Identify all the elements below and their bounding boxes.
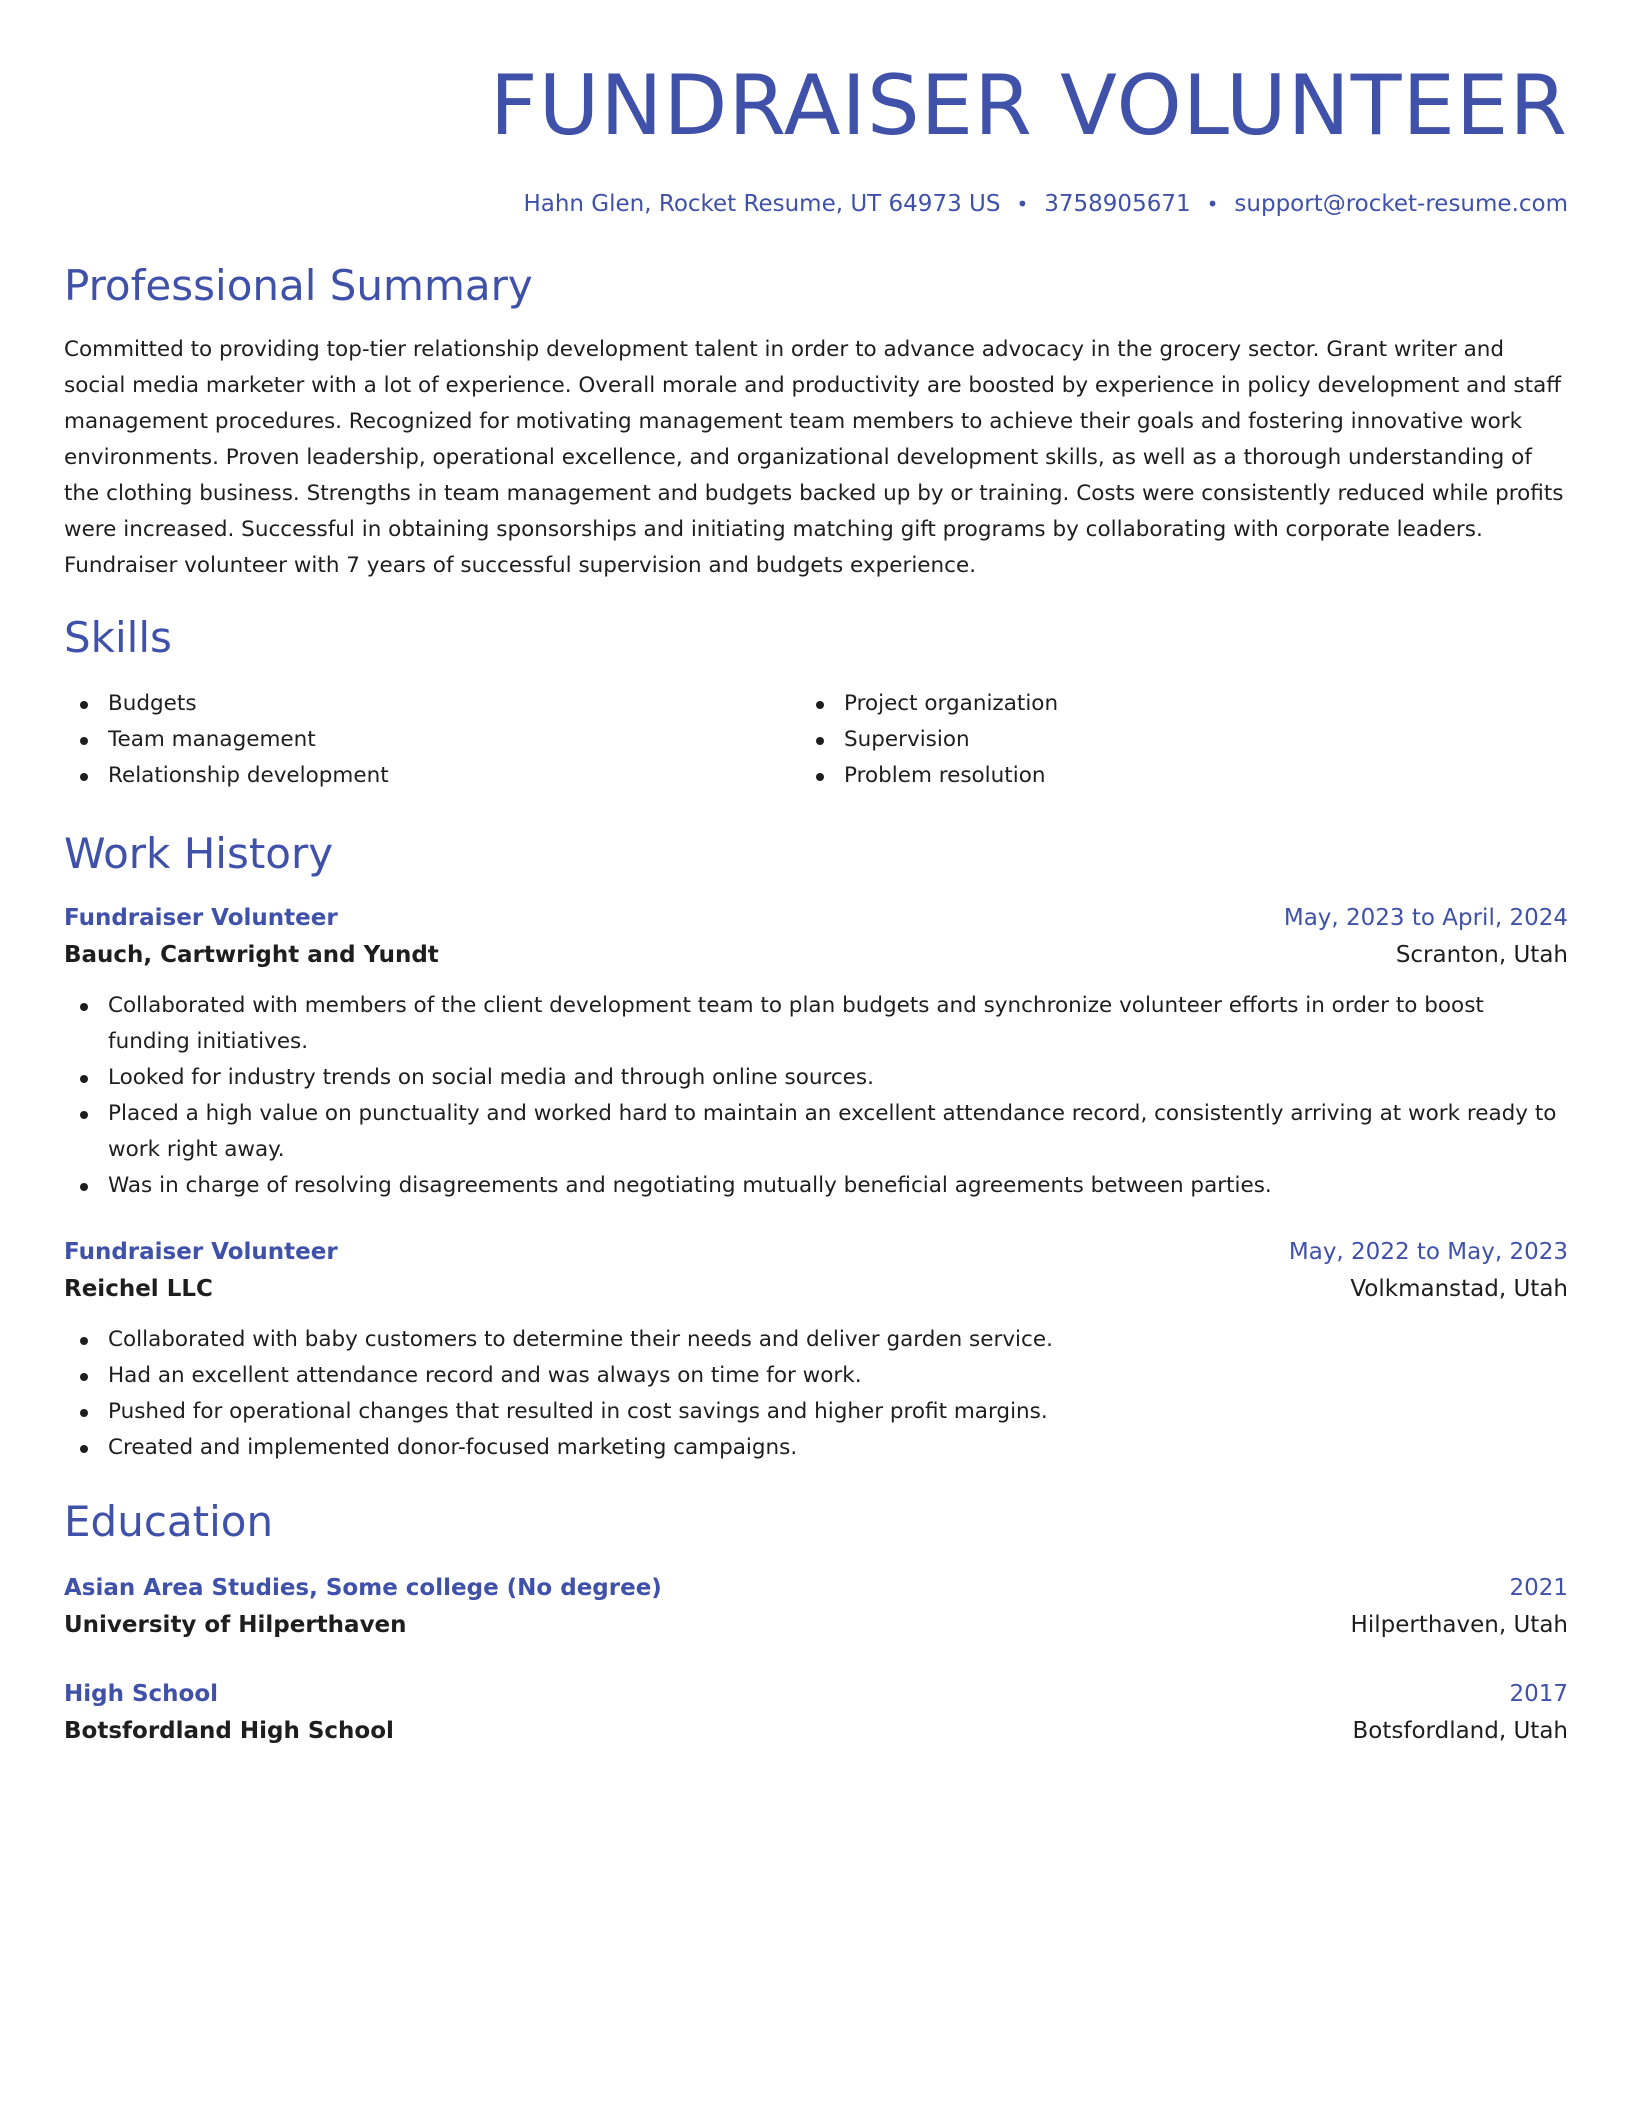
skills-heading: Skills: [64, 613, 172, 662]
skills-column-right: [800, 686, 1536, 794]
skills-list: [64, 686, 1568, 794]
job-bullet: Had an excellent attendance record and was always on time for work.: [64, 1358, 1568, 1394]
job-company: Reichel LLC: [64, 1276, 213, 1302]
summary-text: Committed to providing top-tier relationship development talent in order to advance advocacy in the grocery sector. Grant writer and social media marketer with a lot of experience. Overall morale and productivity are boosted by experience in policy development and staff management procedures. Recognized for motivating management team members to achieve their goals and fostering innovative work environments. Proven leadership, operational excellence, and organizational development skills, as well as a thorough understanding of the clothing business. Strengths in team management and budgets backed up by or training. Costs were consistently reduced while profits were increased. Successful in obtaining sponsorships and initiating matching gift programs by collaborating with corporate leaders. Fundraiser volunteer with 7 years of successful supervision and budgets experience.: [64, 337, 1564, 578]
job-title-row: [64, 900, 1568, 936]
job-bullets: [64, 988, 1568, 1204]
education-degree: High School: [64, 1681, 219, 1707]
education-entry: [64, 1570, 1568, 1644]
job-entry: [64, 1234, 1568, 1466]
education-year: 2021: [1509, 1575, 1568, 1601]
contact-separator: •: [1016, 192, 1029, 216]
job-bullet: Collaborated with members of the client development team to plan budgets and synchronize volunteer efforts in order to boost funding initiatives.: [64, 988, 1568, 1060]
contact-separator: •: [1206, 192, 1219, 216]
education-location: Hilperthaven, Utah: [1350, 1612, 1568, 1638]
summary-heading: Professional Summary: [64, 261, 533, 310]
skill-item: Budgets: [64, 686, 800, 722]
skills-column-left: [64, 686, 800, 794]
candidate-name: FUNDRAISER VOLUNTEER: [489, 57, 1568, 154]
job-bullet: Placed a high value on punctuality and worked hard to maintain an excellent attendance record, consistently arriving at work ready to work right away.: [64, 1096, 1568, 1168]
job-bullet: Created and implemented donor-focused marketing campaigns.: [64, 1430, 1568, 1466]
job-dates: May, 2022 to May, 2023: [1288, 1239, 1568, 1265]
work-history-heading: Work History: [64, 829, 334, 878]
contact-email: support@rocket-resume.com: [1234, 191, 1568, 217]
education-degree-row: [64, 1570, 1568, 1606]
skill-item: Project organization: [800, 686, 1536, 722]
job-entry: [64, 900, 1568, 1204]
job-bullet: Collaborated with baby customers to determine their needs and deliver garden service.: [64, 1322, 1568, 1358]
education-degree: Asian Area Studies, Some college (No degree): [64, 1575, 662, 1601]
skill-item: Team management: [64, 722, 800, 758]
education-degree-row: [64, 1676, 1568, 1712]
skill-item: Problem resolution: [800, 758, 1536, 794]
job-location: Volkmanstad, Utah: [1350, 1276, 1568, 1302]
education-location: Botsfordland, Utah: [1352, 1718, 1568, 1744]
job-bullets: [64, 1322, 1568, 1466]
job-location: Scranton, Utah: [1395, 942, 1568, 968]
education-school: Botsfordland High School: [64, 1718, 394, 1744]
job-role: Fundraiser Volunteer: [64, 1239, 338, 1265]
contact-address: Hahn Glen, Rocket Resume, UT 64973 US: [523, 191, 1001, 217]
job-role: Fundraiser Volunteer: [64, 905, 338, 931]
job-company: Bauch, Cartwright and Yundt: [64, 942, 439, 968]
job-title-row: [64, 1234, 1568, 1270]
education-school: University of Hilperthaven: [64, 1612, 407, 1638]
education-entry: [64, 1676, 1568, 1750]
skill-item: Relationship development: [64, 758, 800, 794]
job-bullet: Pushed for operational changes that resulted in cost savings and higher profit margins.: [64, 1394, 1568, 1430]
job-company-row: [64, 1270, 1568, 1308]
job-dates: May, 2023 to April, 2024: [1283, 905, 1568, 931]
education-school-row: [64, 1712, 1568, 1750]
job-company-row: [64, 936, 1568, 974]
contact-phone: 3758905671: [1044, 191, 1191, 217]
education-school-row: [64, 1606, 1568, 1644]
job-bullet: Looked for industry trends on social media and through online sources.: [64, 1060, 1568, 1096]
skill-item: Supervision: [800, 722, 1536, 758]
education-year: 2017: [1509, 1681, 1568, 1707]
contact-line: [64, 188, 1568, 220]
education-heading: Education: [64, 1497, 274, 1546]
job-bullet: Was in charge of resolving disagreements and negotiating mutually beneficial agreements between parties.: [64, 1168, 1568, 1204]
